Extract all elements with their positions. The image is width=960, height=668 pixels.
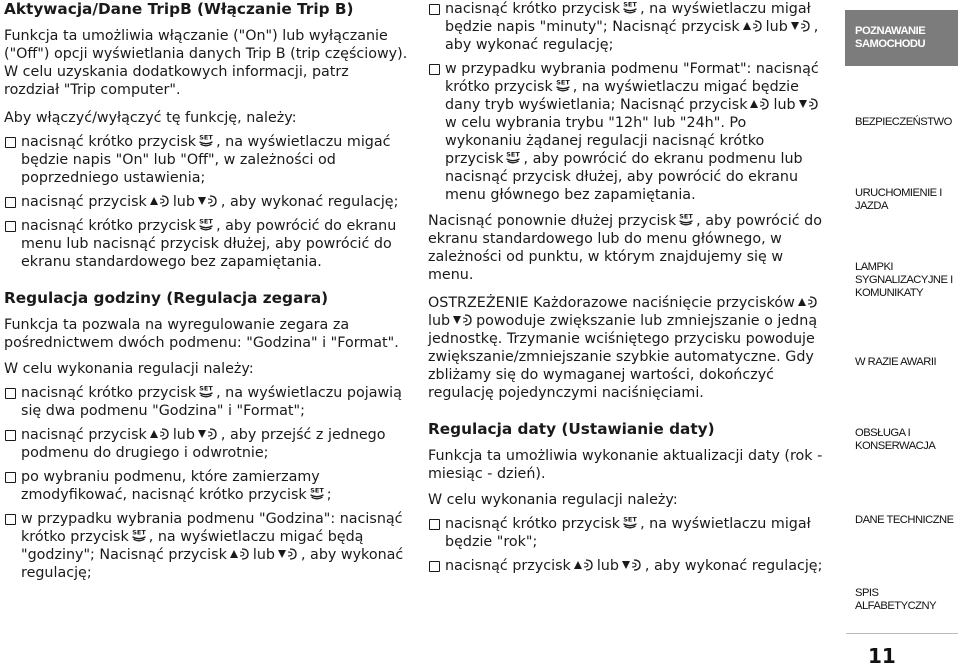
sidebar-item-lampki-sygnalizacyjne[interactable]: LAMPKI SYGNALIZACYJNE I KOMUNIKATY — [855, 260, 953, 299]
up-arrow-button-icon — [229, 546, 251, 561]
list-item: nacisnąć krótko przycisk SET , na wyświetlaczu migał będzie napis "minuty"; Nacisnąć przycisk lub , aby wykonać regulację; — [428, 0, 824, 54]
up-arrow-button-icon — [749, 96, 771, 111]
up-arrow-button-icon — [149, 193, 171, 208]
list-item: w przypadku wybrania podmenu "Godzina": nacisnąć krótko przycisk SET , na wyświetlaczu migać będą "godziny"; Nacisnąć przycisk lub , aby wykonać regulację; — [4, 510, 408, 582]
svg-text:SET: SET — [199, 133, 213, 142]
paragraph: W celu wykonania regulacji należy: — [428, 492, 678, 508]
set-button-icon — [622, 515, 638, 530]
set-button-icon — [198, 384, 214, 399]
down-arrow-button-icon — [798, 96, 820, 111]
paragraph: Nacisnąć ponownie dłużej przycisk SET , aby powrócić do ekranu standardowego lub do menu głównego, w zależności od punktu, w którym znajdujemy się w menu. — [428, 212, 822, 283]
page-number: 11 — [868, 644, 896, 668]
divider — [846, 633, 958, 634]
svg-text:SET: SET — [131, 528, 146, 537]
svg-text:SET: SET — [309, 486, 324, 495]
svg-text:SET: SET — [623, 0, 637, 9]
warning-paragraph: OSTRZEŻENIE Każdorazowe naciśnięcie przycisków lub powoduje zwiększanie lub zmniejszanie o jedną jednostkę. Trzymanie wciśniętego przycisku powoduje zwiększanie/zmniejszanie szybkie automatyczne. Gdy zbliżamy się do wymaganej wartości, dokończyć regulację pojedynczymi naciśnięciami. — [428, 295, 818, 401]
svg-text:SET: SET — [506, 150, 521, 159]
sidebar-item-uruchomienie-i-jazda[interactable]: URUCHOMIENIE I JAZDA — [855, 187, 942, 212]
svg-text:SET: SET — [623, 515, 637, 524]
up-arrow-button-icon — [149, 426, 171, 441]
paragraph: W celu wykonania regulacji należy: — [4, 361, 254, 377]
set-button-icon — [198, 133, 214, 148]
sidebar-item-poznawanie-samochodu[interactable]: POZNAWANIE SAMOCHODU — [845, 10, 958, 66]
paragraph: Funkcja ta pozwala na wyregulowanie zegara za pośrednictwem dwóch podmenu: "Godzina" i "Format". — [4, 317, 399, 351]
paragraph: Funkcja ta umożliwia włączanie ("On") lub wyłączanie ("Off") opcji wyświetlania danych Trip B (trip częściowy). W celu uzyskania dodatkowych informacji, patrz rozdział "Trip computer". — [4, 28, 408, 98]
sidebar-item-w-razie-awarii[interactable]: W RAZIE AWARII — [855, 355, 937, 368]
section-heading-trip-b: Aktywacja/Dane TripB (Włączanie Trip B) — [4, 0, 354, 18]
svg-text:SET: SET — [555, 78, 570, 87]
list-item: nacisnąć krótko przycisk SET , na wyświetlaczu migać będzie napis "On" lub "Off", w zależności od poprzedniego ustawienia; — [4, 133, 408, 187]
up-arrow-button-icon — [573, 557, 595, 572]
set-button-icon — [131, 528, 147, 543]
down-arrow-button-icon — [790, 18, 812, 33]
chapter-sidebar — [845, 0, 960, 667]
set-button-icon — [505, 150, 521, 165]
sidebar-item-bezpieczenstwo[interactable]: BEZPIECZEŃSTWO — [855, 115, 952, 128]
down-arrow-button-icon — [197, 193, 219, 208]
list-item: nacisnąć przycisk lub , aby wykonać regulację; — [428, 557, 824, 575]
svg-text:SET: SET — [199, 384, 213, 393]
set-button-icon — [555, 78, 571, 93]
list-item: nacisnąć krótko przycisk SET , aby powrócić do ekranu menu lub nacisnąć przycisk dłużej, aby powrócić do ekranu standardowego bez zapamiętania. — [4, 217, 408, 271]
down-arrow-button-icon — [621, 557, 643, 572]
list-item: nacisnąć przycisk lub , aby wykonać regulację; — [4, 193, 408, 211]
down-arrow-button-icon — [452, 312, 474, 327]
sidebar-item-spis-alfabetyczny[interactable]: SPIS ALFABETYCZNY — [855, 587, 937, 612]
down-arrow-button-icon — [197, 426, 219, 441]
down-arrow-button-icon — [277, 546, 299, 561]
svg-text:SET: SET — [679, 212, 693, 221]
middle-column — [428, 0, 824, 575]
section-heading-date: Regulacja daty (Ustawianie daty) — [428, 420, 715, 438]
list-item: w przypadku wybrania podmenu "Format": nacisnąć krótko przycisk SET , na wyświetlaczu migać będzie dany tryb wyświetlania; Nacisnąć przycisk lub w celu wybrania trybu "12h" lub "24h". Po wykonaniu żądanej regulacji nacisnąć krótko przycisk SET , aby powrócić do ekranu podmenu lub nacisnąć przycisk dłużej, aby powrócić do ekranu menu głównego bez zapamiętania. — [428, 60, 824, 204]
paragraph: Aby włączyć/wyłączyć tę funkcję, należy: — [4, 110, 297, 126]
set-button-icon — [622, 0, 638, 15]
paragraph: Funkcja ta umożliwia wykonanie aktualizacji daty (rok - miesiąc - dzień). — [428, 448, 823, 482]
sidebar-item-dane-techniczne[interactable]: DANE TECHNICZNE — [855, 513, 954, 526]
up-arrow-button-icon — [797, 294, 819, 309]
set-button-icon — [198, 217, 214, 232]
list-item: nacisnąć krótko przycisk SET , na wyświetlaczu pojawią się dwa podmenu "Godzina" i "Format"; — [4, 384, 408, 420]
set-button-icon — [309, 486, 325, 501]
svg-text:SET: SET — [199, 217, 213, 226]
set-button-icon — [678, 212, 694, 227]
list-item: nacisnąć przycisk lub , aby przejść z jednego podmenu do drugiego i odwrotnie; — [4, 426, 408, 462]
list-item: nacisnąć krótko przycisk SET , na wyświetlaczu migał będzie "rok"; — [428, 515, 824, 551]
left-column — [4, 0, 408, 582]
section-heading-clock: Regulacja godziny (Regulacja zegara) — [4, 289, 329, 307]
up-arrow-button-icon — [742, 18, 764, 33]
sidebar-item-obsluga-i-konserwacja[interactable]: OBSŁUGA I KONSERWACJA — [855, 427, 936, 452]
list-item: po wybraniu podmenu, które zamierzamy zmodyfikować, nacisnąć krótko przycisk SET ; — [4, 468, 408, 504]
